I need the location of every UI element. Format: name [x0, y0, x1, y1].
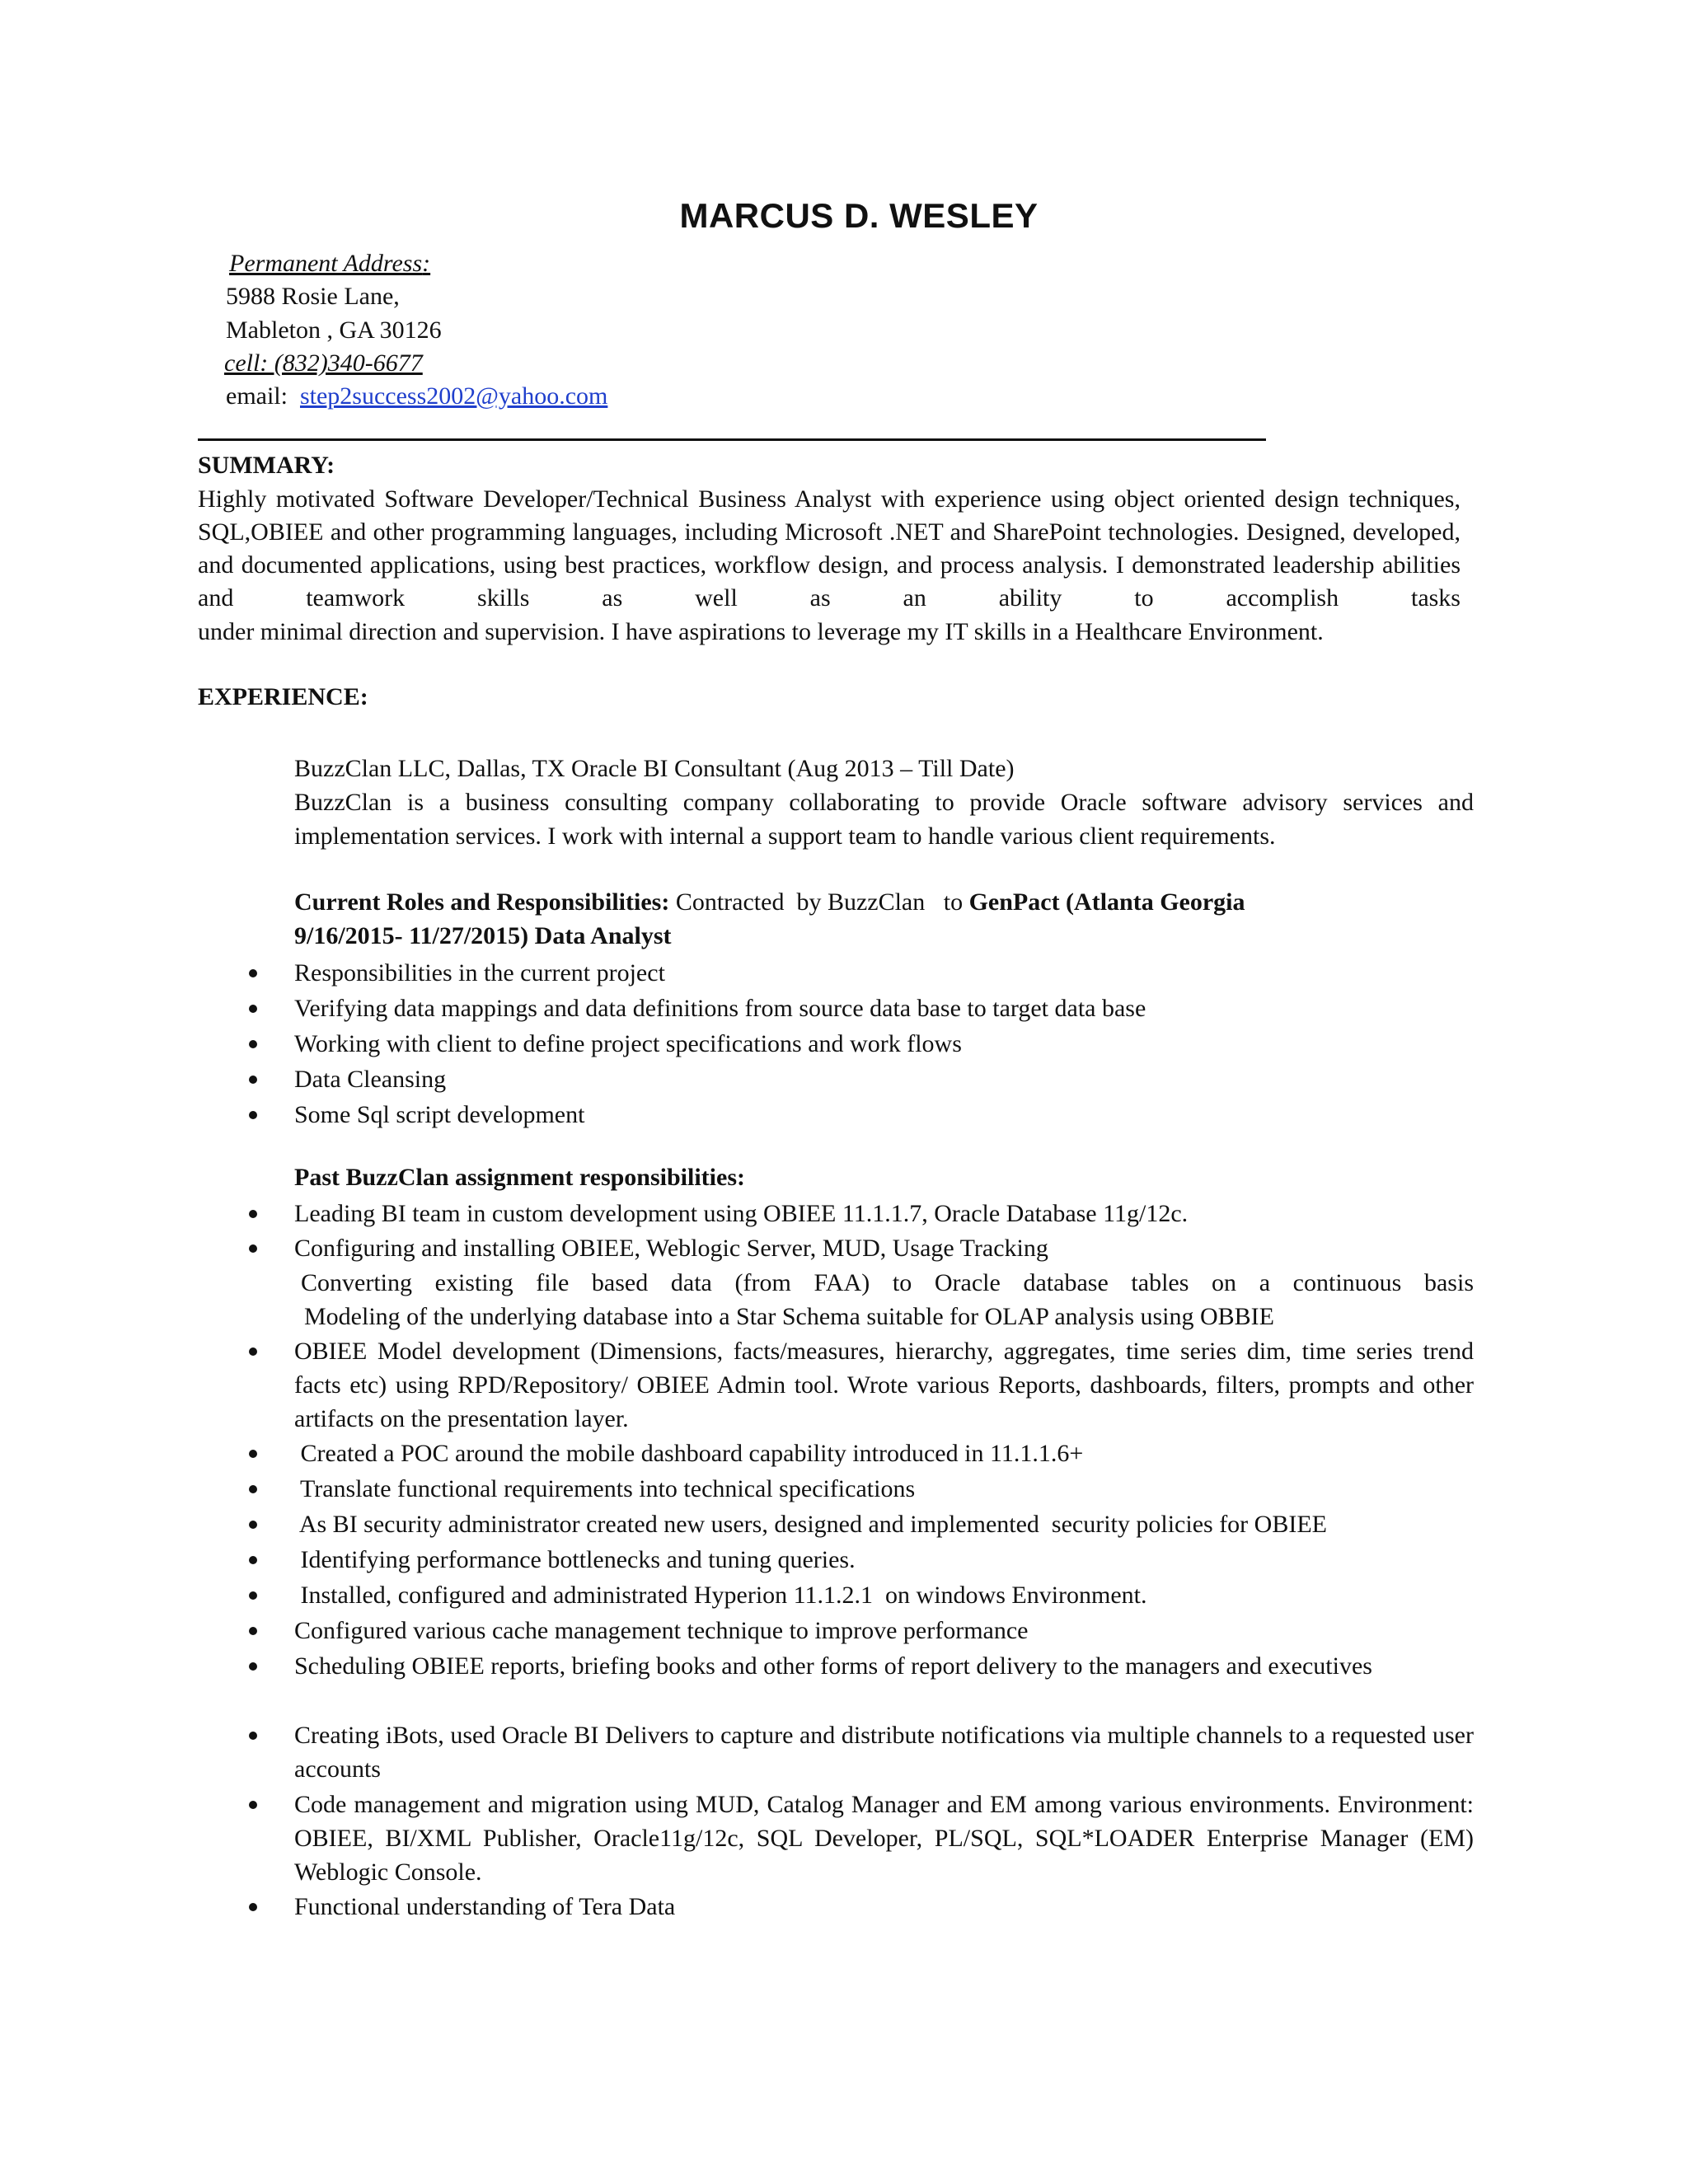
list-item-text: Functional understanding of Tera Data — [294, 1893, 676, 1920]
list-item-text: Responsibilities in the current project — [294, 959, 665, 987]
list-item-continuation — [294, 1300, 1474, 1334]
summary-text: Highly motivated Software Developer/Technical Business Analyst with experience using object oriented design techniques, SQL,OBIEE and other programming languages, including Microsoft .NET and SharePoint technologies. Designed, developed, and documented applications, using best practices, workflow design, and process analysis. I demonstrated leadership abilities and teamwork skills as well as an ability to accomplish tasks — [198, 485, 1461, 612]
past-responsibilities-list — [294, 1197, 1474, 1925]
list-item-text: Leading BI team in custom development using OBIEE 11.1.1.7, Oracle Database 11g/12c. — [294, 1200, 1189, 1227]
list-item-text: Converting existing file based data (from FAA) to Oracle database tables on a continuous basis — [301, 1269, 1474, 1296]
bullet-icon — [249, 1801, 257, 1809]
email-link[interactable]: step2success2002@yahoo.com — [299, 382, 608, 410]
list-item — [294, 1472, 1474, 1507]
list-item-text: Modeling of the underlying database into a Star Schema suitable for OLAP analysis using OBBIE — [304, 1303, 1275, 1330]
list-item — [294, 991, 1474, 1027]
list-item — [294, 1334, 1474, 1436]
address-city: Mableton , GA 30126 — [226, 316, 442, 344]
list-item-text: Translate functional requirements into technical specifications — [294, 1475, 916, 1502]
list-item-text: Working with client to define project specifications and work flows — [294, 1030, 962, 1057]
list-item — [294, 1718, 1474, 1788]
current-roles-contract: Contracted by BuzzClan to — [669, 888, 969, 916]
bullet-icon — [249, 1485, 257, 1493]
list-item-text: Created a POC around the mobile dashboard capability introduced in 11.1.1.6+ — [294, 1440, 1084, 1467]
list-item-text: Configured various cache management technique to improve performance — [294, 1617, 1029, 1644]
list-item — [294, 1507, 1474, 1543]
list-item-text: Installed, configured and administrated Hyperion 11.1.2.1 on windows Environment. — [294, 1582, 1147, 1609]
header-divider — [198, 438, 1266, 441]
list-item-text: Data Cleansing — [294, 1066, 447, 1093]
summary-heading: SUMMARY: — [198, 452, 335, 479]
list-item-text: Identifying performance bottlenecks and tuning queries. — [294, 1546, 856, 1573]
address-label-text: Permanent Address — [229, 250, 423, 277]
address-label — [229, 247, 430, 280]
list-item-text: As BI security administrator created new users, designed and implemented security policies for OBIEE — [294, 1511, 1327, 1538]
bullet-icon — [249, 1662, 257, 1671]
bullet-icon — [249, 1450, 257, 1458]
list-item-text: Some Sql script development — [294, 1101, 585, 1128]
list-item-text: Creating iBots, used Oracle BI Delivers to capture and distribute notifications via multiple channels to a requested user accounts — [294, 1722, 1474, 1783]
address-street: 5988 Rosie Lane, — [226, 283, 400, 310]
job-description: BuzzClan is a business consulting company collaborating to provide Oracle software advisory services and implementation services. I work with internal a support team to handle various client requirements. — [294, 789, 1474, 850]
list-item — [294, 1231, 1474, 1266]
bullet-icon — [249, 1347, 257, 1356]
current-roles-dates: 9/16/2015- 11/27/2015) Data Analyst — [294, 922, 672, 949]
list-item — [294, 1649, 1474, 1718]
current-roles-label: Current Roles and Responsibilities: — [294, 888, 670, 916]
list-item — [294, 1543, 1474, 1578]
address-label-colon: : — [422, 250, 431, 277]
past-assignments-heading: Past BuzzClan assignment responsibilities: — [294, 1164, 745, 1191]
experience-heading: EXPERIENCE: — [198, 683, 368, 710]
list-item — [294, 1436, 1474, 1472]
current-roles-heading — [294, 885, 1498, 953]
list-item — [294, 1890, 1474, 1925]
bullet-icon — [249, 1627, 257, 1635]
list-item-text: Scheduling OBIEE reports, briefing books and other forms of report delivery to the managers and executives — [294, 1652, 1372, 1680]
candidate-name: MARCUS D. WESLEY — [679, 196, 1039, 235]
list-item-continuation — [294, 1266, 1474, 1300]
list-item — [294, 1788, 1474, 1890]
list-item — [294, 1062, 1474, 1098]
list-item — [294, 1098, 1474, 1133]
cell-phone: cell: (832)340-6677 — [224, 349, 423, 377]
list-item — [294, 956, 1474, 991]
job-title: BuzzClan LLC, Dallas, TX Oracle BI Consultant (Aug 2013 – Till Date) — [294, 755, 1015, 782]
bullet-icon — [249, 1005, 257, 1013]
email-label: email: — [226, 382, 300, 410]
list-item-text: Code management and migration using MUD, Catalog Manager and EM among various environments. Environment: OBIEE, BI/XML Publisher, Oracle11g/12c, SQL Developer, PL/SQL, SQL*LOADER Enterprise Manager (EM) Weblogic Console. — [294, 1791, 1474, 1886]
list-item-text: OBIEE Model development (Dimensions, facts/measures, hierarchy, aggregates, time series dim, time series trend facts etc) using RPD/Repository/ OBIEE Admin tool. Wrote various Reports, dashboards, filters, prompts and other artifacts on the presentation layer. — [294, 1338, 1474, 1432]
bullet-icon — [249, 1521, 257, 1529]
list-item-text: Configuring and installing OBIEE, Weblogic Server, MUD, Usage Tracking — [294, 1235, 1048, 1262]
list-item — [294, 1027, 1474, 1062]
summary-last-line: under minimal direction and supervision. I have aspirations to leverage my IT skills in a Healthcare Environment. — [198, 618, 1324, 645]
bullet-icon — [249, 1244, 257, 1253]
current-responsibilities-list — [294, 956, 1474, 1133]
list-item — [294, 1578, 1474, 1614]
list-item — [294, 1197, 1474, 1231]
bullet-icon — [249, 1556, 257, 1564]
email-row — [226, 380, 607, 413]
bullet-icon — [249, 1111, 257, 1119]
bullet-icon — [249, 1040, 257, 1048]
bullet-icon — [249, 1903, 257, 1911]
bullet-icon — [249, 969, 257, 977]
bullet-icon — [249, 1210, 257, 1218]
current-roles-client: GenPact (Atlanta Georgia — [968, 888, 1245, 916]
list-item-text: Verifying data mappings and data definitions from source data base to target data base — [294, 995, 1146, 1022]
bullet-icon — [249, 1591, 257, 1600]
list-item — [294, 1614, 1474, 1649]
bullet-icon — [249, 1076, 257, 1084]
bullet-icon — [249, 1732, 257, 1740]
